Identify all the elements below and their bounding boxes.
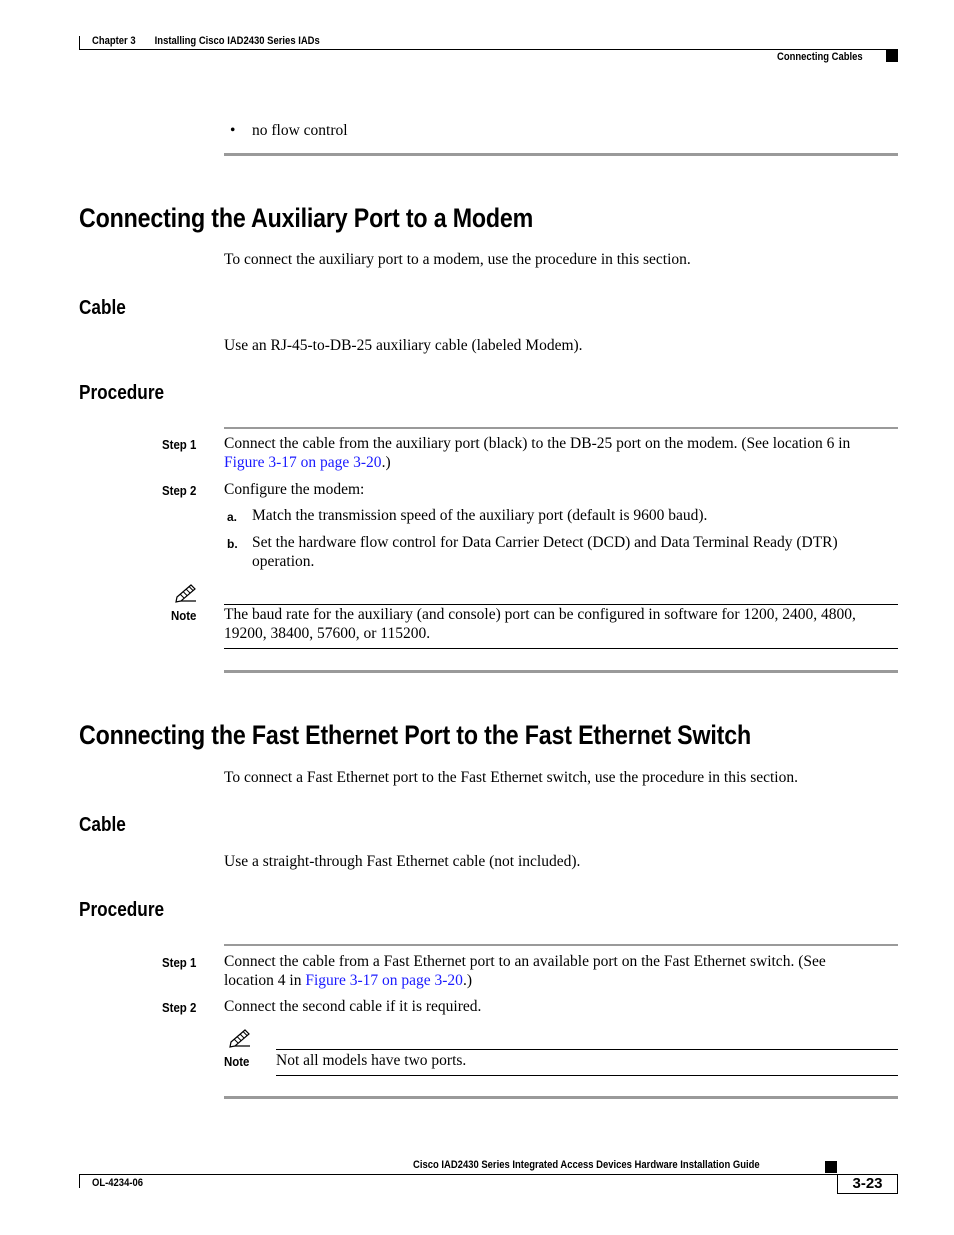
footer-rule bbox=[79, 1174, 837, 1175]
substep-b-label: b. bbox=[227, 537, 238, 551]
chapter-number: Chapter 3 bbox=[92, 35, 136, 47]
section1-cable-text: Use an RJ-45-to-DB-25 auxiliary cable (labeled Modem). bbox=[224, 337, 583, 354]
step1-text bbox=[224, 435, 894, 472]
bullet-marker: • bbox=[230, 122, 236, 139]
section2-title: Connecting the Fast Ethernet Port to the Fast Ethernet Switch bbox=[79, 720, 751, 750]
section-end-rule bbox=[224, 1096, 898, 1099]
step2-text: Connect the second cable if it is required. bbox=[224, 998, 482, 1015]
section2-cable-heading: Cable bbox=[79, 814, 126, 836]
note-bottom-rule bbox=[224, 648, 898, 649]
section2-cable-text: Use a straight-through Fast Ethernet cable (not included). bbox=[224, 853, 581, 870]
step2-text: Configure the modem: bbox=[224, 481, 365, 498]
step1-text-b: .) bbox=[462, 971, 472, 989]
page-number: 3-23 bbox=[852, 1175, 883, 1192]
section1-cable-heading: Cable bbox=[79, 297, 126, 319]
procedure-rule bbox=[224, 944, 898, 946]
footer-guide-title: Cisco IAD2430 Series Integrated Access Devices Hardware Installation Guide bbox=[413, 1159, 760, 1171]
header-black-block bbox=[886, 50, 898, 62]
footer-black-block bbox=[825, 1161, 837, 1173]
pencil-note-icon bbox=[226, 1027, 254, 1049]
step1-text-a: Connect the cable from the auxiliary port (black) to the DB-25 port on the modem. (See location 6 in bbox=[224, 435, 851, 452]
footer-doc-number: OL-4234-06 bbox=[92, 1177, 144, 1189]
figure-link[interactable]: Figure 3-17 on page 3-20 bbox=[224, 453, 382, 471]
header-left-bar bbox=[79, 36, 80, 50]
note-text: Not all models have two ports. bbox=[276, 1052, 467, 1069]
section2-procedure-heading: Procedure bbox=[79, 899, 165, 921]
substep-b-text: Set the hardware flow control for Data Carrier Detect (DCD) and Data Terminal Ready (DTR) operation. bbox=[252, 534, 838, 570]
step1-text bbox=[224, 953, 874, 990]
chapter-title: Installing Cisco IAD2430 Series IADs bbox=[154, 35, 320, 47]
section-rule bbox=[224, 153, 898, 156]
bullet-text: no flow control bbox=[252, 122, 348, 139]
section2-intro: To connect a Fast Ethernet port to the Fast Ethernet switch, use the procedure in this section. bbox=[224, 769, 798, 786]
pencil-note-icon bbox=[172, 582, 200, 604]
note-text: The baud rate for the auxiliary (and console) port can be configured in software for 1200, 2400, 4800, 19200, 38400, 57600, or 115200. bbox=[224, 606, 856, 642]
note-bottom-rule bbox=[276, 1075, 898, 1076]
section1-intro: To connect the auxiliary port to a modem, use the procedure in this section. bbox=[224, 251, 691, 268]
footer-left-bar bbox=[79, 1174, 80, 1188]
step1-text-a: Connect the cable from a Fast Ethernet port to an available port on the Fast Ethernet switch. (See location 4 in bbox=[224, 953, 826, 989]
note-top-rule bbox=[224, 604, 898, 605]
step2-label: Step 2 bbox=[162, 1000, 197, 1015]
step2-label: Step 2 bbox=[162, 483, 197, 498]
substep-a-label: a. bbox=[227, 510, 238, 524]
step1-label: Step 1 bbox=[162, 437, 197, 452]
note-label: Note bbox=[171, 608, 197, 623]
bullet-item bbox=[230, 122, 235, 141]
section1-title: Connecting the Auxiliary Port to a Modem bbox=[79, 203, 534, 233]
note-label: Note bbox=[224, 1054, 250, 1069]
step1-text-b: .) bbox=[381, 453, 391, 471]
section-end-rule bbox=[224, 670, 898, 673]
header-chapter bbox=[92, 35, 320, 47]
procedure-rule bbox=[224, 427, 898, 429]
header-rule bbox=[79, 49, 898, 50]
section1-procedure-heading: Procedure bbox=[79, 382, 165, 404]
substep-a-text: Match the transmission speed of the auxiliary port (default is 9600 baud). bbox=[252, 507, 708, 524]
note-top-rule bbox=[276, 1049, 898, 1050]
step1-label: Step 1 bbox=[162, 955, 197, 970]
figure-link[interactable]: Figure 3-17 on page 3-20 bbox=[305, 971, 463, 989]
header-section: Connecting Cables bbox=[777, 51, 863, 63]
